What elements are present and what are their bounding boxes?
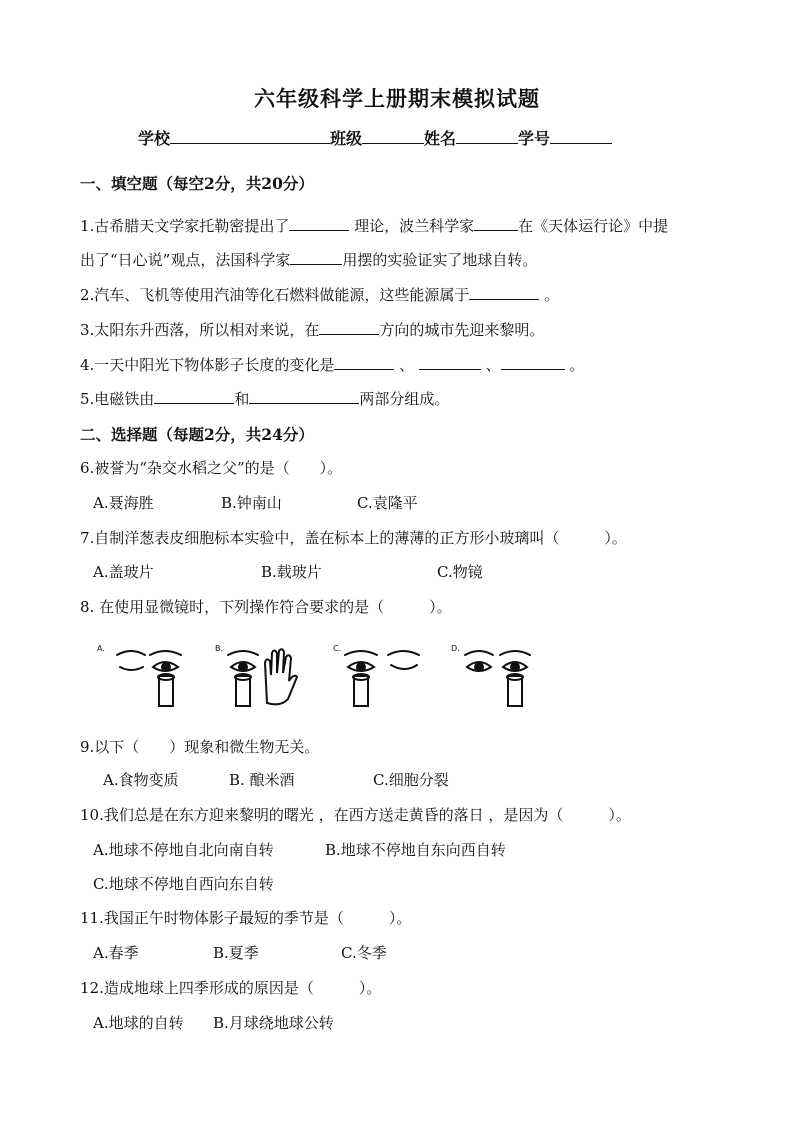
- question-6: 6.被誉为“杂交水稻之父”的是（ ）。: [80, 459, 343, 477]
- microscope-eyes-figure: [95, 643, 545, 713]
- q1-blank-2[interactable]: [474, 215, 518, 231]
- option-d-figure[interactable]: [451, 644, 530, 706]
- question-11-options: [93, 942, 387, 963]
- q9-option-a[interactable]: A.食物变质: [103, 771, 179, 789]
- q1-blank-1[interactable]: [289, 215, 349, 231]
- question-1-line-2: 出了“日心说”观点，法国科学家 用摆的实验证实了地球自转。: [80, 251, 538, 269]
- question-12-options: [93, 1012, 334, 1033]
- class-label: 班级: [330, 129, 363, 148]
- question-7: 7.自制洋葱表皮细胞标本实验中，盖在标本上的薄薄的正方形小玻璃叫（ ）。: [80, 529, 627, 547]
- option-a-label: A.: [97, 644, 105, 653]
- option-d-label: D.: [451, 644, 460, 653]
- section-choice-heading: 二、选择题（每题2分，共24分）: [80, 425, 314, 444]
- q6-option-c[interactable]: C.袁隆平: [357, 494, 418, 512]
- q1-blank-3[interactable]: [290, 249, 342, 265]
- q5-blank-2[interactable]: [249, 388, 359, 404]
- question-4: 4.一天中阳光下物体影子长度的变化是 、 、 。: [80, 356, 585, 374]
- q7-option-a[interactable]: A.盖玻片: [93, 563, 154, 581]
- option-c-label: C.: [333, 644, 342, 653]
- option-b-label: B.: [215, 644, 224, 653]
- name-blank[interactable]: [456, 126, 518, 144]
- q7-option-b[interactable]: B.载玻片: [261, 563, 322, 581]
- option-c-figure[interactable]: [333, 644, 419, 706]
- q3-blank[interactable]: [319, 319, 379, 335]
- question-8: 8. 在使用显微镜时，下列操作符合要求的是（ ）。: [80, 598, 452, 616]
- number-label: 学号: [518, 129, 551, 148]
- school-label: 学校: [138, 129, 171, 148]
- school-blank[interactable]: [170, 126, 330, 144]
- question-11: 11.我国正午时物体影子最短的季节是（ ）。: [80, 909, 412, 927]
- q8-microscope-illustration: [95, 643, 545, 713]
- q4-blank-2[interactable]: [419, 354, 481, 370]
- q5-blank-1[interactable]: [154, 388, 234, 404]
- q12-option-a[interactable]: A.地球的自转: [93, 1014, 184, 1032]
- q2-blank[interactable]: [469, 284, 539, 300]
- question-10-option-c[interactable]: C.地球不停地自西向东自转: [93, 875, 274, 893]
- q11-option-c[interactable]: C.冬季: [341, 944, 387, 962]
- question-2: 2.汽车、飞机等使用汽油等化石燃料做能源，这些能源属于 。: [80, 286, 560, 304]
- question-10-options-row-1: [93, 839, 506, 860]
- section-fill-in-heading: 一、填空题（每空2分，共20分）: [80, 174, 314, 193]
- q4-blank-1[interactable]: [334, 354, 394, 370]
- question-7-options: [93, 561, 483, 582]
- q12-option-b[interactable]: B.月球绕地球公转: [213, 1014, 334, 1032]
- question-5: 5.电磁铁由 和 两部分组成。: [80, 390, 450, 408]
- q4-blank-3[interactable]: [501, 354, 565, 370]
- q9-option-b[interactable]: B. 酿米酒: [229, 771, 295, 789]
- q7-option-c[interactable]: C.物镜: [437, 563, 483, 581]
- q9-option-c[interactable]: C.细胞分裂: [373, 771, 449, 789]
- question-3: 3.太阳东升西落，所以相对来说，在 方向的城市先迎来黎明。: [80, 321, 545, 339]
- exam-title: 六年级科学上册期末模拟试题: [254, 86, 540, 111]
- name-label: 姓名: [424, 129, 457, 148]
- number-blank[interactable]: [550, 126, 612, 144]
- question-6-options: [93, 492, 418, 513]
- option-a-figure[interactable]: [97, 644, 181, 706]
- q11-option-a[interactable]: A.春季: [93, 944, 139, 962]
- q6-option-a[interactable]: A.聂海胜: [93, 494, 154, 512]
- q10-option-b[interactable]: B.地球不停地自东向西自转: [325, 841, 506, 859]
- question-10: 10.我们总是在东方迎来黎明的曙光 ，在西方送走黄昏的落日 ，是因为（ ）。: [80, 806, 631, 824]
- student-info-line: [138, 126, 612, 149]
- q11-option-b[interactable]: B.夏季: [213, 944, 259, 962]
- question-1-line-1: 1.古希腊天文学家托勒密提出了 理论，波兰科学家 在《天体运行论》中提: [80, 217, 669, 235]
- class-blank[interactable]: [362, 126, 424, 144]
- q6-option-b[interactable]: B.钟南山: [221, 494, 282, 512]
- q10-option-a[interactable]: A.地球不停地自北向南自转: [93, 841, 274, 859]
- question-9-options: [103, 769, 449, 790]
- option-b-figure[interactable]: [215, 644, 297, 706]
- question-12: 12.造成地球上四季形成的原因是（ ）。: [80, 979, 382, 997]
- question-9: 9.以下（ ）现象和微生物无关。: [80, 738, 320, 756]
